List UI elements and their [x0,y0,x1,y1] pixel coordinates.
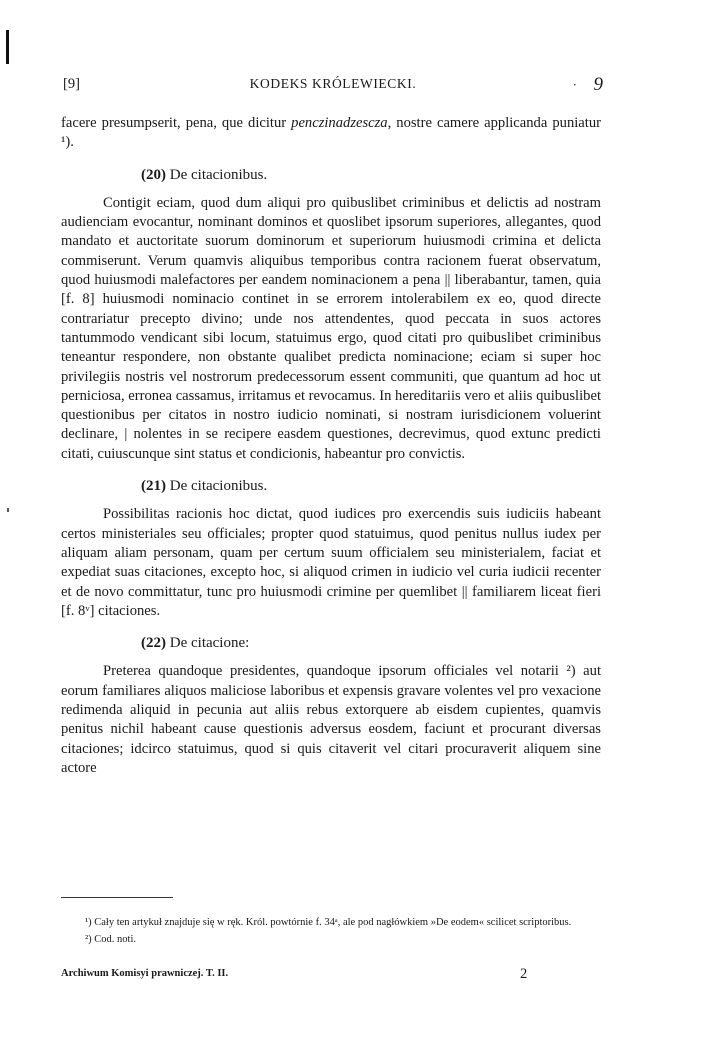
header-title: KODEKS KRÓLEWIECKI. [249,76,417,91]
section-heading-20 [141,166,601,185]
section-number: (22) [141,635,166,652]
header-dot: · [572,77,577,92]
running-header [63,76,603,98]
section-title: De citacionibus. [169,478,268,495]
italic-term: penczinadzescza, [291,115,392,131]
section-number: (21) [141,478,166,495]
footnote-2: ²) Cod. noti. [85,934,136,945]
header-page-number: 9 [593,74,603,95]
section-title: De citacione: [169,635,250,652]
printer-signature: Archiwum Komisyi prawniczej. T. II. [61,968,229,979]
footnote-divider [61,897,173,898]
main-text [61,114,601,778]
section-heading-22 [141,634,601,653]
section-number: (20) [141,166,166,183]
scan-edge-mark [6,30,9,64]
paragraph-20: Contigit eciam, quod dum aliqui pro quibuslibet criminibus et delictis ad nostram audienciam evocantur, nominant dominos et quoslibet ipsorum superiores, allegantes, quod mandato et auctoritate suorum dominorum et superiorum huiusmodi crimina et delicta commiserunt. Verum quamvis aliquibus temporibus contra racionem fuerat observatum, quod huiusmodi malefactores per eandem nominacionem a pena || liberabantur, tamen, quia [f. 8] huiusmodi nominacio continet in se errorem intolerabilem ex eo, quod directe contrariatur precepto divino; unde nos attendentes, quod peccata in suos actores tantummodo vendicant sibi locum, statuimus ergo, quod citati pro quibuslibet criminibus teneantur respondere, non obstante qualibet predicta nominacione; eciam si super hoc privilegiis nostris vel nostrorum predecessorum essent communiti, que quantum ad hoc ut perniciosa, erronea cassamus, irritamus et revocamus. In hereditariis vero et aliis quibuslibet questionibus per citatos in nostro iudicio nominati, si nostram iurisdicionem voluerint declinare, | nolentes in se recipere easdem questiones, decrevimus, quod extunc predicti citati, cuiuscunque sint status et condicionis, habeantur pro convictis. [61,194,601,462]
section-title: De citacionibus. [169,166,268,183]
paragraph-21: Possibilitas racionis hoc dictat, quod iudices pro exercendis suis iudiciis habeant certos ministeriales seu officiales; propter quod statuimus, quod penitus nullus iudex per aliquam aliam personam, quam per certum suum officialem seu ministerialem, faciat et expediat suas citaciones, excepto hoc, si aliquod crimen in iudicio vel curia iudicii recenter et de novo committatur, tunc pro huiusmodi crimine per quemlibet || familiarem liceat fieri [f. 8ᵛ] citaciones. [61,506,601,619]
paragraph-22: Preterea quandoque presidentes, quandoque ipsorum officiales vel notarii ²) aut eorum familiares aliquos maliciose laboribus et expensis gravare volentes vel pro vexacione redimenda aliquid in pecunia aut aliis rebus extorquere ab eisdem cupientes, quamvis penitus nichil habeant cause questionis adversus eosdem, faciunt et procurant diversas citaciones; idcirco statuimus, quod si quis citaverit vel citari procuraverit aliquem sine actore [61,663,601,776]
footnote-1: ¹) Cały ten artykuł znajduje się w ręk. Król. powtórnie f. 34ᵃ, ale pod nagłówkiem »De eodem« scilicet scriptoribus. [85,917,572,928]
footnotes [61,914,601,948]
signature-number: 2 [520,966,528,982]
header-bracket-number: [9] [63,76,80,92]
section-heading-21 [141,477,601,496]
scan-edge-dot [7,508,9,512]
paragraph-continuation: facere presumpserit, pena, que dicitur penczinadzescza, nostre camere applicanda puniatur ¹). [61,115,601,151]
